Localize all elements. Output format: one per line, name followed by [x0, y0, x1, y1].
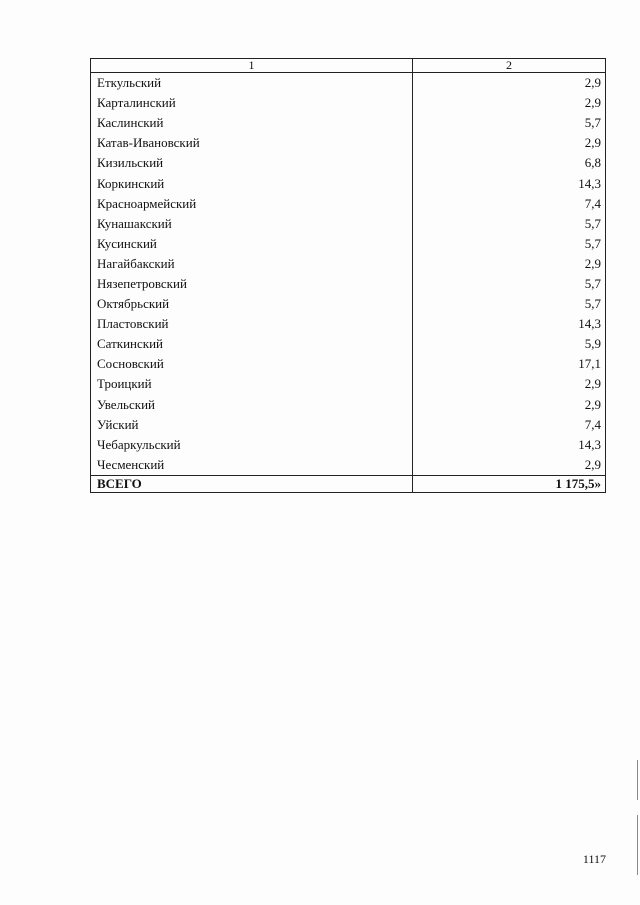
district-name: Чебаркульский — [91, 435, 413, 455]
district-name: Коркинский — [91, 173, 413, 193]
district-name: Троицкий — [91, 374, 413, 394]
table-body — [91, 73, 606, 493]
table-row — [91, 153, 606, 173]
table-row — [91, 214, 606, 234]
district-name: Каслинский — [91, 113, 413, 133]
district-value: 17,1 — [413, 354, 606, 374]
district-name: Чесменский — [91, 455, 413, 476]
district-name: Пластовский — [91, 314, 413, 334]
margin-scan-mark — [637, 760, 638, 800]
district-value: 5,7 — [413, 113, 606, 133]
district-name: Саткинский — [91, 334, 413, 354]
district-value: 5,7 — [413, 234, 606, 254]
table-row — [91, 314, 606, 334]
table-row — [91, 254, 606, 274]
district-value: 7,4 — [413, 194, 606, 214]
district-value: 7,4 — [413, 415, 606, 435]
table-row — [91, 194, 606, 214]
table-row — [91, 234, 606, 254]
district-value: 14,3 — [413, 173, 606, 193]
table-row — [91, 173, 606, 193]
table-row — [91, 435, 606, 455]
column-header-1: 1 — [91, 59, 413, 73]
district-name: Катав-Ивановский — [91, 133, 413, 153]
district-value: 5,9 — [413, 334, 606, 354]
table-row — [91, 274, 606, 294]
table-row — [91, 294, 606, 314]
district-value: 14,3 — [413, 435, 606, 455]
total-label: ВСЕГО — [91, 475, 413, 492]
district-name: Нязепетровский — [91, 274, 413, 294]
table-row — [91, 334, 606, 354]
table-row — [91, 374, 606, 394]
district-value: 5,7 — [413, 214, 606, 234]
data-table — [90, 58, 606, 493]
district-value: 2,9 — [413, 133, 606, 153]
table-row — [91, 73, 606, 94]
district-value: 5,7 — [413, 294, 606, 314]
district-name: Нагайбакский — [91, 254, 413, 274]
district-value: 2,9 — [413, 73, 606, 94]
district-name: Увельский — [91, 395, 413, 415]
district-name: Кизильский — [91, 153, 413, 173]
margin-scan-mark — [637, 815, 638, 875]
district-name: Кусинский — [91, 234, 413, 254]
district-value: 2,9 — [413, 374, 606, 394]
district-name: Октябрьский — [91, 294, 413, 314]
table-row — [91, 415, 606, 435]
table-row — [91, 455, 606, 476]
table-row — [91, 354, 606, 374]
district-name: Кунашакский — [91, 214, 413, 234]
district-name: Карталинский — [91, 93, 413, 113]
district-name: Еткульский — [91, 73, 413, 94]
district-name: Красноармейский — [91, 194, 413, 214]
district-name: Сосновский — [91, 354, 413, 374]
page-number: 1117 — [582, 852, 606, 866]
table-header-row — [91, 59, 606, 73]
district-name: Уйский — [91, 415, 413, 435]
column-header-2: 2 — [413, 59, 606, 73]
table-row — [91, 93, 606, 113]
district-value: 2,9 — [413, 93, 606, 113]
district-value: 2,9 — [413, 455, 606, 476]
district-value: 14,3 — [413, 314, 606, 334]
district-value: 2,9 — [413, 395, 606, 415]
table-row — [91, 113, 606, 133]
district-value: 5,7 — [413, 274, 606, 294]
table-row — [91, 395, 606, 415]
total-value: 1 175,5» — [413, 475, 606, 492]
district-value: 6,8 — [413, 153, 606, 173]
district-value: 2,9 — [413, 254, 606, 274]
total-row — [91, 475, 606, 492]
table-row — [91, 133, 606, 153]
